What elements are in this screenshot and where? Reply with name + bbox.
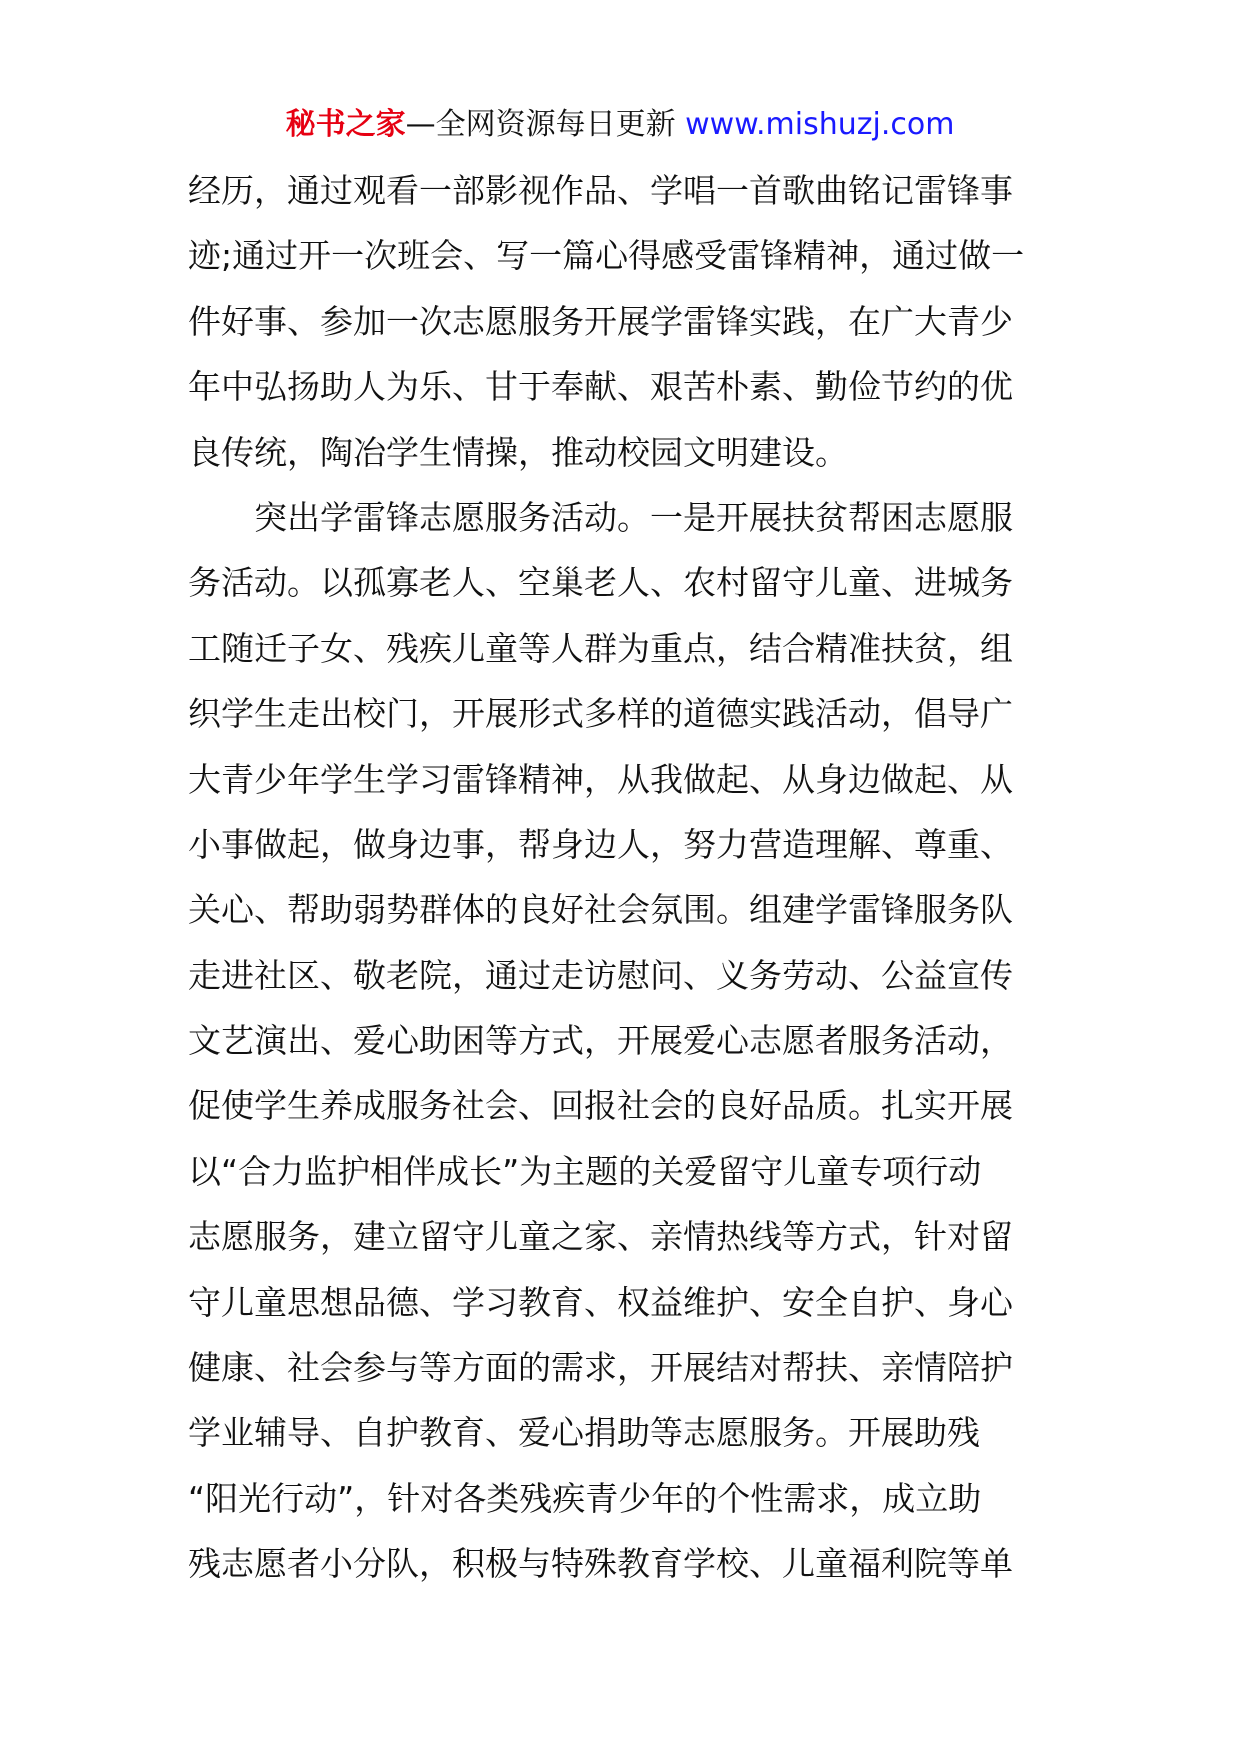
text-line: “阳光行动”，针对各类残疾青少年的个性需求，成立助 <box>188 1478 982 1518</box>
text-line: 以“合力监护相伴成长”为主题的关爱留守儿童专项行动 <box>188 1151 982 1191</box>
text-line: 务活动。以孤寡老人、空巢老人、农村留守儿童、进城务 <box>188 563 1013 603</box>
text-line: 大青少年学生学习雷锋精神，从我做起、从身边做起、从 <box>188 759 1013 799</box>
text-line: 走进社区、敬老院，通过走访慰问、义务劳动、公益宣传 <box>188 955 1013 995</box>
text-line: 年中弘扬助人为乐、甘于奉献、艰苦朴素、勤俭节约的优 <box>188 367 1013 407</box>
page-header <box>0 103 1240 147</box>
text-line: 小事做起，做身边事，帮身边人，努力营造理解、尊重、 <box>188 824 1013 864</box>
text-line: 健康、社会参与等方面的需求，开展结对帮扶、亲情陪护 <box>188 1348 1013 1388</box>
website-link[interactable]: www.mishuzj.com <box>685 107 955 142</box>
text-line: 守儿童思想品德、学习教育、权益维护、安全自护、身心 <box>188 1282 1013 1322</box>
text-line: 学业辅导、自护教育、爱心捐助等志愿服务。开展助残 <box>188 1413 980 1453</box>
brand-name: 秘书之家 <box>285 107 406 142</box>
text-line: 良传统，陶冶学生情操，推动校园文明建设。 <box>188 432 848 472</box>
text-line: 关心、帮助弱势群体的良好社会氛围。组建学雷锋服务队 <box>188 890 1013 930</box>
text-line: 文艺演出、爱心助困等方式，开展爱心志愿者服务活动， <box>188 1021 1013 1061</box>
text-line: 残志愿者小分队，积极与特殊教育学校、儿童福利院等单 <box>188 1544 1013 1584</box>
text-line: 工随迁子女、残疾儿童等人群为重点，结合精准扶贫，组 <box>188 628 1013 668</box>
text-line: 促使学生养成服务社会、回报社会的良好品质。扎实开展 <box>188 1086 1013 1126</box>
text-line: 志愿服务，建立留守儿童之家、亲情热线等方式，针对留 <box>188 1217 1013 1257</box>
document-body <box>188 158 1058 1597</box>
text-line: 件好事、参加一次志愿服务开展学雷锋实践，在广大青少 <box>188 301 1013 341</box>
text-line: 迹;通过开一次班会、写一篇心得感受雷锋精神，通过做一 <box>188 236 1025 276</box>
text-line: 织学生走出校门，开展形式多样的道德实践活动，倡导广 <box>188 694 1013 734</box>
text-line: 经历，通过观看一部影视作品、学唱一首歌曲铭记雷锋事 <box>188 171 1013 210</box>
header-tagline: —全网资源每日更新 <box>405 107 686 142</box>
text-line: 突出学雷锋志愿服务活动。一是开展扶贫帮困志愿服 <box>188 497 1013 537</box>
